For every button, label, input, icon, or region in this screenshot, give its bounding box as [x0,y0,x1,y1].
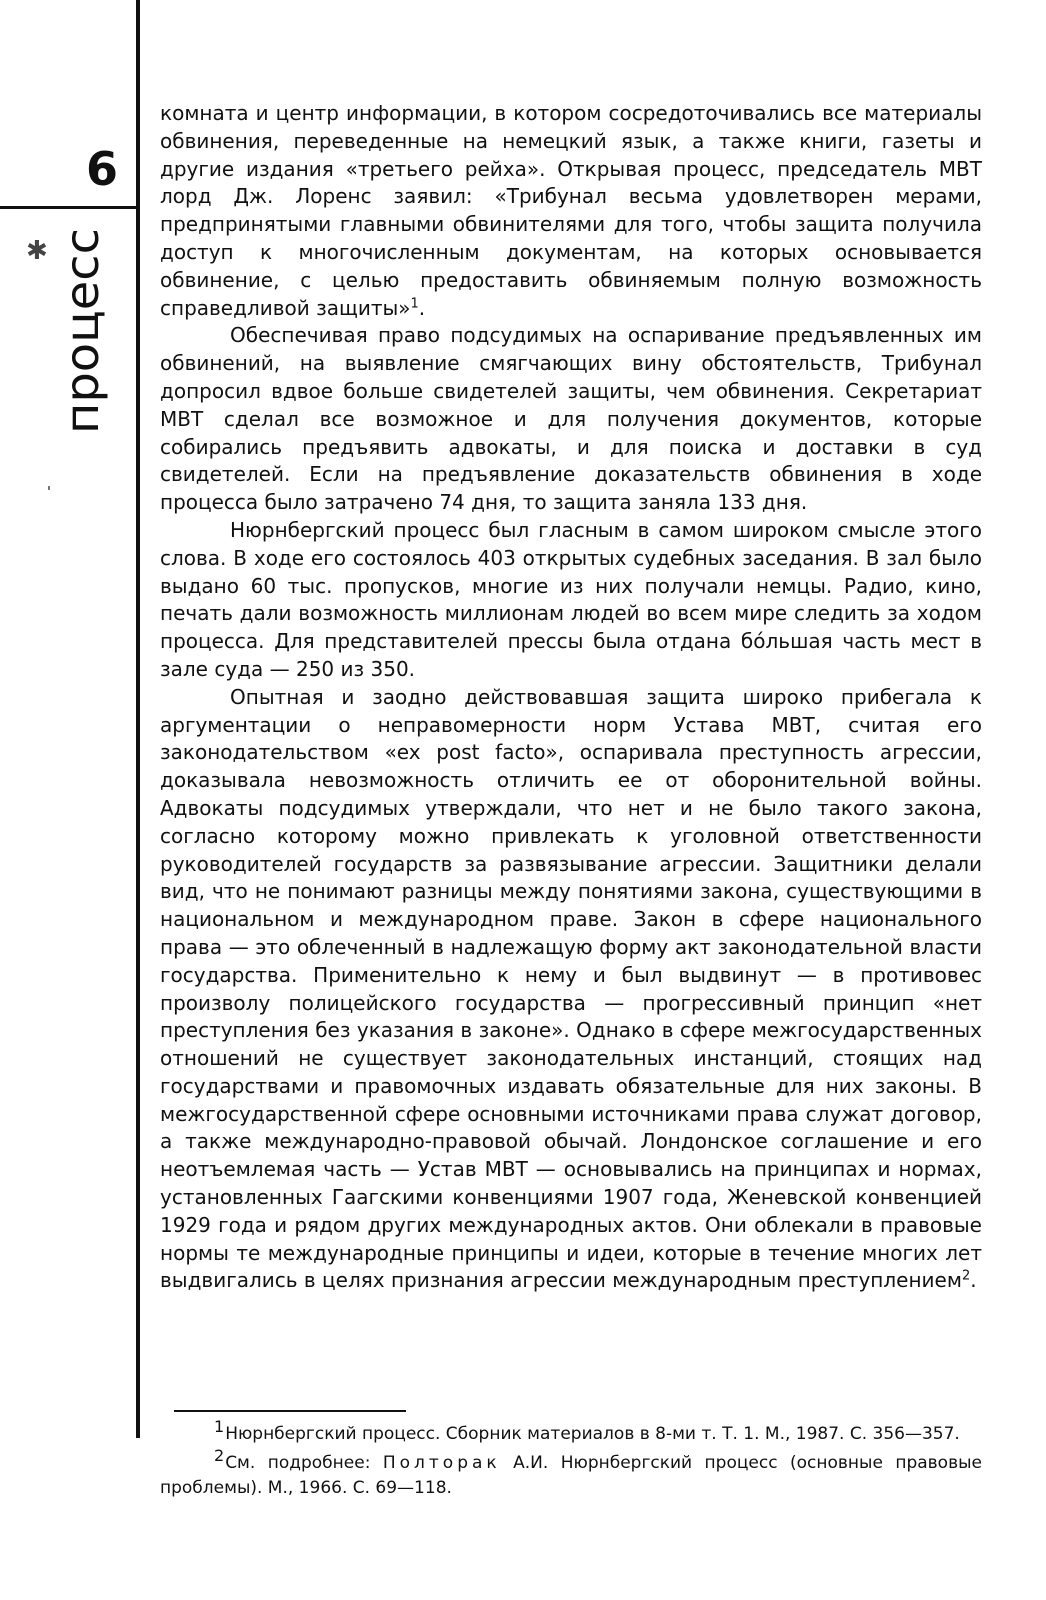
footnote-2-text: А.И. Нюрнбергский процесс (основные правовые проблемы). М., 1966. С. 69—118. [160,1453,982,1498]
footnote-1-text: Нюрнбергский процесс. Сборник материалов в 8-ми т. Т. 1. М., 1987. С. 356—357. [225,1424,960,1444]
main-text [160,100,982,1295]
page-number: 6 [85,142,118,196]
paragraph-4-text: Опытная и заодно действовавшая защита широко прибегала к аргументации о неправомерности норм Устава МВТ, считая его законодательством «ex post facto», оспаривала преступность агрессии, доказывала невозможность отличить ее от оборонительной войны. Адвокаты подсудимых утверждали, что нет и не было такого закона, согласно которому можно привлекать к уголовной ответственности руководителей государств за развязывание агрессии. Защитники делали вид, что не понимают разницы между понятиями закона, существующими в национальном и международном праве. Закон в сфере национального права — это облеченный в надлежащую форму акт законодательной власти государства. Применительно к нему и был выдвинут — в противовес произволу полицейского государства — прогрессивный принцип «нет преступления без указания в законе». Однако в сфере межгосударственных отношений не существует законодательных инстанций, стоящих над государствами и правомочных издавать обязательные для них законы. В межгосударственной сфере основными источниками права служат договор, а также международно-правовой обычай. Лондонское соглашение и его неотъемлемая часть — Устав МВТ — основывались на принципах и нормах, установленных Гаагскими конвенциями 1907 года, Женевской конвенцией 1929 года и рядом других международных актов. Они облекали в правовые нормы те международные принципы и идеи, которые в течение многих лет выдвигались в целях признания агрессии международным преступлением [160,684,982,1293]
footnote-2-mark: 2 [214,1446,225,1465]
paragraph-3 [160,517,982,684]
paragraph-2 [160,322,982,517]
paragraph-4 [160,684,982,1296]
paragraph-1-text: комната и центр информации, в котором сосредоточивались все материалы обвинения, переведенные на немецкий язык, а также книги, газеты и другие издания «третьего рейха». Открывая процесс, председатель МВТ лорд Дж. Лоренс заявил: «Трибунал весьма удовлетворен мерами, предпринятыми главными обвинителями для того, чтобы защита получила доступ к многочисленным документам, на которых основывается обвинение, с целью предоставить обвиняемым полную возможность справедливой защиты» [160,101,982,320]
paragraph-2-text: Обеспечивая право подсудимых на оспаривание предъявленных им обвинений, на выявление смягчающих вину обстоятельств, Трибунал допросил вдвое больше свидетелей защиты, чем обвинения. Секретариат МВТ сделал все возможное и для получения документов, которые собирались предъявить адвокаты, и для поиска и доставки в суд свидетелей. Если на предъявление доказательств обвинения в ходе процесса было затрачено 74 дня, то защита заняла 133 дня. [160,323,982,515]
footnote-ref-1[interactable]: 1 [410,295,419,311]
scan-artifact-icon: ✱ [26,236,48,266]
footnote-1-mark: 1 [214,1417,225,1436]
footnote-rule [174,1410,406,1412]
paragraph-1 [160,100,982,322]
footnote-ref-2[interactable]: 2 [961,1268,971,1284]
section-title-text: процесс [55,236,109,434]
footnote-1 [160,1417,982,1447]
scan-dot [48,486,50,490]
footnote-2-author: Полторак [382,1453,501,1473]
footnote-2 [160,1446,982,1501]
margin-rule [136,0,140,1438]
section-title-svg [54,226,110,436]
side-rule [0,206,136,209]
paragraph-4-tail: . [970,1268,977,1293]
footnotes [160,1417,982,1505]
paragraph-1-tail: . [418,295,426,320]
section-title [54,226,110,436]
paragraph-3-text: Нюрнбергский процесс был гласным в самом широком смысле этого слова. В ходе его состоялось 403 открытых судебных заседания. В зал было выдано 60 тыс. пропусков, многие из них получали немцы. Радио, кино, печать дали возможность миллионам людей во всем мире следить за ходом процесса. Для представителей прессы была отдана бóльшая часть мест в зале суда — 250 из 350. [160,517,982,681]
footnote-2-lead: См. подробнее: [225,1453,383,1473]
